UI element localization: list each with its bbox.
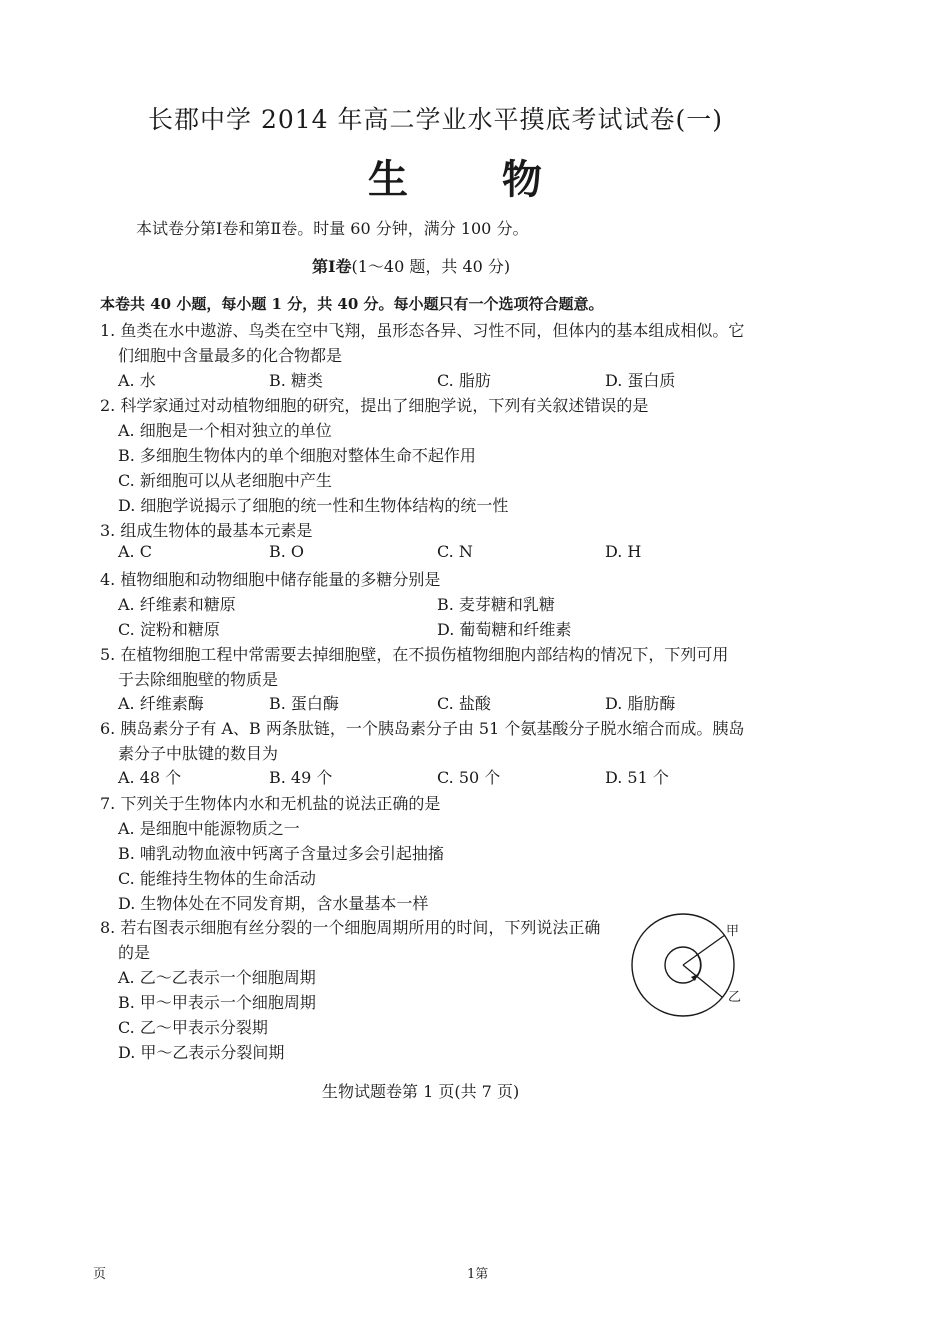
q7-option-d: D. 生物体处在不同发育期，含水量基本一样 <box>118 894 429 913</box>
question-8-stem-cont: 的是 <box>118 943 151 962</box>
q8-option-c: C. 乙～甲表示分裂期 <box>118 1018 268 1037</box>
cell-cycle-diagram <box>625 910 755 1020</box>
question-1-stem-cont: 们细胞中含量最多的化合物都是 <box>118 346 343 365</box>
label-yi: 乙 <box>728 990 742 1005</box>
label-jia: 甲 <box>726 924 740 939</box>
q7-option-a: A. 是细胞中能源物质之一 <box>118 819 300 838</box>
question-7-stem: 7. 下列关于生物体内水和无机盐的说法正确的是 <box>100 794 441 813</box>
q8-option-a: A. 乙～乙表示一个细胞周期 <box>118 968 316 987</box>
q4-option-a: A. 纤维素和糖原 <box>118 595 236 614</box>
q5-option-d: D. 脂肪酶 <box>605 694 676 713</box>
bottom-left-mark: 页 <box>93 1267 107 1282</box>
part-title-bold: 第Ⅰ卷 <box>312 257 352 276</box>
q3-option-d: D. H <box>605 542 642 561</box>
question-5-stem-cont: 于去除细胞壁的物质是 <box>118 670 279 689</box>
q2-option-a: A. 细胞是一个相对独立的单位 <box>118 421 332 440</box>
question-4-stem: 4. 植物细胞和动物细胞中储存能量的多糖分别是 <box>100 570 441 589</box>
q4-option-b: B. 麦芽糖和乳糖 <box>437 595 555 614</box>
q4-option-d: D. 葡萄糖和纤维素 <box>437 620 572 639</box>
question-6-stem: 6. 胰岛素分子有 A、B 两条肽链，一个胰岛素分子由 51 个氨基酸分子脱水缩合而成。胰岛 <box>100 719 745 738</box>
q1-option-b: B. 糖类 <box>269 371 323 390</box>
q2-option-d: D. 细胞学说揭示了细胞的统一性和生物体结构的统一性 <box>118 496 509 515</box>
q6-option-c: C. 50 个 <box>437 768 501 787</box>
question-1-stem: 1. 鱼类在水中遨游、鸟类在空中飞翔，虽形态各异、习性不同，但体内的基本组成相似。它 <box>100 321 745 340</box>
q1-option-a: A. 水 <box>118 371 156 390</box>
part-title <box>312 254 510 277</box>
q3-option-a: A. C <box>118 542 152 561</box>
q7-option-b: B. 哺乳动物血液中钙离子含量过多会引起抽搐 <box>118 844 444 863</box>
q5-option-b: B. 蛋白酶 <box>269 694 339 713</box>
question-2-stem: 2. 科学家通过对动植物细胞的研究，提出了细胞学说，下列有关叙述错误的是 <box>100 396 649 415</box>
page-caption: 生物试题卷第 1 页(共 7 页) <box>322 1082 520 1101</box>
exam-title: 长郡中学 2014 年高二学业水平摸底考试试卷(一) <box>148 105 724 134</box>
q4-option-c: C. 淀粉和糖原 <box>118 620 220 639</box>
q6-option-d: D. 51 个 <box>605 768 669 787</box>
question-3-stem: 3. 组成生物体的最基本元素是 <box>100 521 313 540</box>
section-instructions: 本卷共 40 小题，每小题 1 分，共 40 分。每小题只有一个选项符合题意。 <box>100 295 604 313</box>
question-8-stem: 8. 若右图表示细胞有丝分裂的一个细胞周期所用的时间，下列说法正确 <box>100 918 601 937</box>
q2-option-c: C. 新细胞可以从老细胞中产生 <box>118 471 332 490</box>
q5-option-a: A. 纤维素酶 <box>118 694 204 713</box>
q3-option-b: B. O <box>269 542 305 561</box>
subject-title: 生 物 <box>368 156 582 203</box>
radius-line-jia <box>683 935 725 965</box>
q1-option-d: D. 蛋白质 <box>605 371 676 390</box>
bottom-center-mark: 1第 <box>467 1267 489 1282</box>
q6-option-a: A. 48 个 <box>118 768 182 787</box>
q6-option-b: B. 49 个 <box>269 768 333 787</box>
part-title-range: (1～40 题，共 40 分) <box>351 257 511 276</box>
q7-option-c: C. 能维持生物体的生命活动 <box>118 869 316 888</box>
q8-option-d: D. 甲～乙表示分裂间期 <box>118 1043 285 1062</box>
q1-option-c: C. 脂肪 <box>437 371 491 390</box>
q8-option-b: B. 甲～甲表示一个细胞周期 <box>118 993 316 1012</box>
radius-line-yi <box>683 965 722 997</box>
q2-option-b: B. 多细胞生物体内的单个细胞对整体生命不起作用 <box>118 446 476 465</box>
question-6-stem-cont: 素分子中肽键的数目为 <box>118 744 279 763</box>
exam-intro: 本试卷分第Ⅰ卷和第Ⅱ卷。时量 60 分钟，满分 100 分。 <box>136 219 529 238</box>
q5-option-c: C. 盐酸 <box>437 694 491 713</box>
q3-option-c: C. N <box>437 542 473 561</box>
question-5-stem: 5. 在植物细胞工程中常需要去掉细胞壁，在不损伤植物细胞内部结构的情况下，下列可用 <box>100 645 729 664</box>
